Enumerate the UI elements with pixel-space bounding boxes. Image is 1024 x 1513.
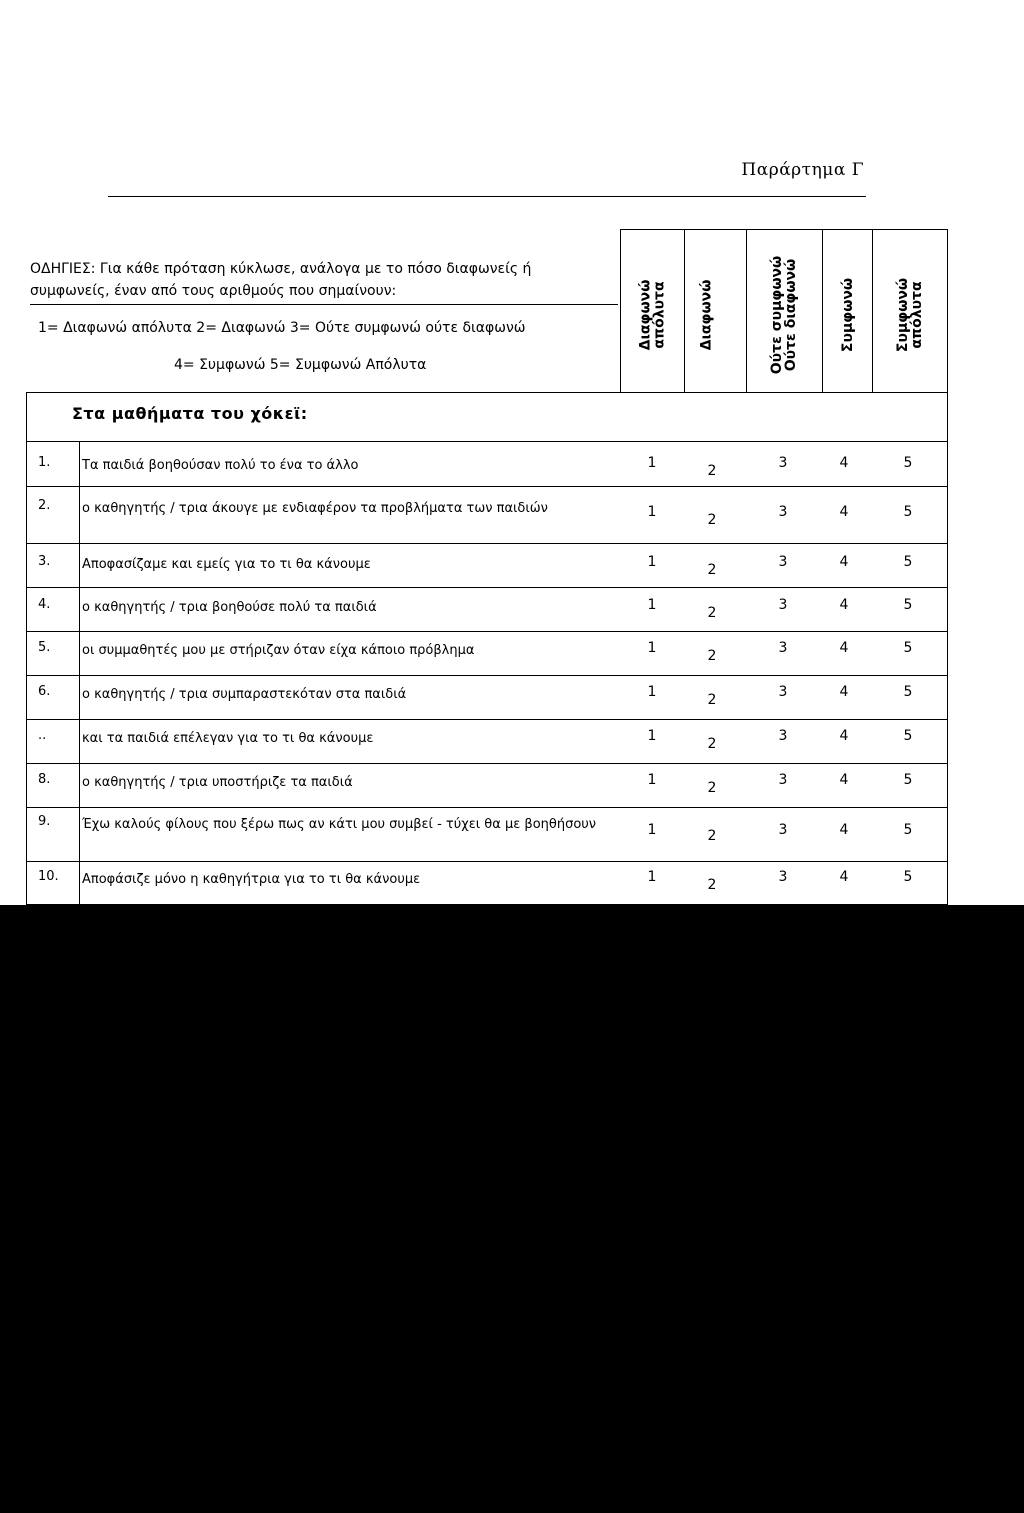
item-statement: Έχω καλούς φίλους που ξέρω πως αν κάτι μου συμβεί - τύχει θα με βοηθήσουν [82,817,597,832]
column-header-disagree: Διαφωνώ [698,279,715,351]
rating-option-4[interactable]: 4 [839,822,849,838]
item-statement: Αποφάσιζε μόνο η καθηγήτρια για το τι θα κάνουμε [82,872,421,887]
item-statement: οι συμμαθητές μου με στήριζαν όταν είχα κάποιο πρόβλημα [82,643,475,658]
item-statement: ο καθηγητής / τρια υποστήριζε τα παιδιά [82,775,353,790]
rating-option-2[interactable]: 2 [707,605,717,621]
rating-option-3[interactable]: 3 [778,554,788,570]
rating-option-5[interactable]: 5 [903,597,913,613]
rating-option-5[interactable]: 5 [903,822,913,838]
row-separator [26,675,948,676]
scale-legend-line-1: 1= Διαφωνώ απόλυτα 2= Διαφωνώ 3= Ούτε συμφωνώ ούτε διαφωνώ [38,320,526,336]
item-statement: Τα παιδιά βοηθούσαν πολύ το ένα το άλλο [82,458,359,473]
item-number: 3. [38,554,51,569]
rating-option-4[interactable]: 4 [839,772,849,788]
rating-option-4[interactable]: 4 [839,869,849,885]
item-statement: ο καθηγητής / τρια άκουγε με ενδιαφέρον τα προβλήματα των παιδιών [82,501,548,516]
rating-option-4[interactable]: 4 [839,640,849,656]
rating-option-3[interactable]: 3 [778,455,788,471]
section-bottom-border [26,441,948,442]
header-top-border [620,229,948,230]
item-number: 10. [38,869,59,884]
rating-option-4[interactable]: 4 [839,455,849,471]
section-top-border [26,392,948,393]
rating-option-3[interactable]: 3 [778,597,788,613]
table-right-border [947,229,948,905]
rating-option-1[interactable]: 1 [647,455,657,471]
row-separator [26,587,948,588]
instructions-divider [30,304,618,305]
instructions-line-1: ΟΔΗΓΙΕΣ: Για κάθε πρόταση κύκλωσε, ανάλογα με το πόσο διαφωνείς ή [30,261,532,277]
rating-option-4[interactable]: 4 [839,504,849,520]
table-left-border [26,392,27,905]
rating-option-1[interactable]: 1 [647,684,657,700]
column-header-agree: Συμφωνώ [840,277,856,353]
rating-option-2[interactable]: 2 [707,648,717,664]
rating-option-1[interactable]: 1 [647,728,657,744]
rating-option-2[interactable]: 2 [707,692,717,708]
item-number: .. [38,728,47,743]
row-separator [26,807,948,808]
rating-option-1[interactable]: 1 [647,554,657,570]
instructions [30,258,616,302]
row-separator [26,763,948,764]
rating-option-5[interactable]: 5 [903,728,913,744]
rating-option-1[interactable]: 1 [647,640,657,656]
rating-option-4[interactable]: 4 [839,684,849,700]
rating-option-5[interactable]: 5 [903,772,913,788]
rating-option-2[interactable]: 2 [707,562,717,578]
rating-option-1[interactable]: 1 [647,504,657,520]
item-number: 1. [38,455,51,470]
black-background [0,905,1024,1513]
header-col-divider [822,229,823,392]
rating-option-2[interactable]: 2 [707,463,717,479]
rating-option-2[interactable]: 2 [707,780,717,796]
table-bottom-border [26,904,948,905]
rating-option-5[interactable]: 5 [903,640,913,656]
header-col-divider [872,229,873,392]
rating-option-4[interactable]: 4 [839,554,849,570]
rating-option-3[interactable]: 3 [778,728,788,744]
item-statement: ο καθηγητής / τρια βοηθούσε πολύ τα παιδιά [82,600,377,615]
title-rule [108,196,866,197]
column-header-neutral: Ούτε συμφωνώ Ούτε διαφωνώ [769,255,800,375]
rating-option-1[interactable]: 1 [647,772,657,788]
row-separator [26,631,948,632]
section-title: Στα μαθήματα του χόκεϊ: [72,404,308,423]
header-col-divider [746,229,747,392]
rating-option-3[interactable]: 3 [778,504,788,520]
number-column-divider [79,441,80,905]
rating-option-5[interactable]: 5 [903,554,913,570]
item-number: 9. [38,814,51,829]
instructions-line-2: συμφωνείς, έναν από τους αριθμούς που σημαίνουν: [30,283,397,299]
rating-option-2[interactable]: 2 [707,828,717,844]
row-separator [26,861,948,862]
row-separator [26,543,948,544]
rating-option-3[interactable]: 3 [778,684,788,700]
rating-option-3[interactable]: 3 [778,640,788,656]
rating-option-1[interactable]: 1 [647,597,657,613]
rating-option-4[interactable]: 4 [839,728,849,744]
item-statement: ο καθηγητής / τρια συμπαραστεκόταν στα παιδιά [82,687,407,702]
header-col-divider [620,229,621,392]
rating-option-5[interactable]: 5 [903,455,913,471]
item-statement: Αποφασίζαμε και εμείς για το τι θα κάνουμε [82,557,371,572]
header-col-divider [684,229,685,392]
rating-option-3[interactable]: 3 [778,822,788,838]
item-statement: και τα παιδιά επέλεγαν για το τι θα κάνουμε [82,731,374,746]
item-number: 4. [38,597,51,612]
scale-legend-line-2: 4= Συμφωνώ 5= Συμφωνώ Απόλυτα [174,357,427,373]
rating-option-5[interactable]: 5 [903,504,913,520]
rating-option-1[interactable]: 1 [647,822,657,838]
rating-option-2[interactable]: 2 [707,736,717,752]
rating-option-5[interactable]: 5 [903,869,913,885]
rating-option-3[interactable]: 3 [778,772,788,788]
rating-option-3[interactable]: 3 [778,869,788,885]
column-header-strongly-agree: Συμφωνώ απόλυτα [895,277,925,353]
item-number: 5. [38,640,51,655]
row-separator [26,486,948,487]
rating-option-2[interactable]: 2 [707,877,717,893]
row-separator [26,719,948,720]
rating-option-2[interactable]: 2 [707,512,717,528]
rating-option-4[interactable]: 4 [839,597,849,613]
item-number: 2. [38,498,51,513]
column-header-strongly-disagree: Διαφωνώ απόλυτα [637,279,668,351]
item-number: 8. [38,772,51,787]
rating-option-5[interactable]: 5 [903,684,913,700]
appendix-title: Παράρτημα Γ [741,160,864,180]
item-number: 6. [38,684,51,699]
rating-option-1[interactable]: 1 [647,869,657,885]
